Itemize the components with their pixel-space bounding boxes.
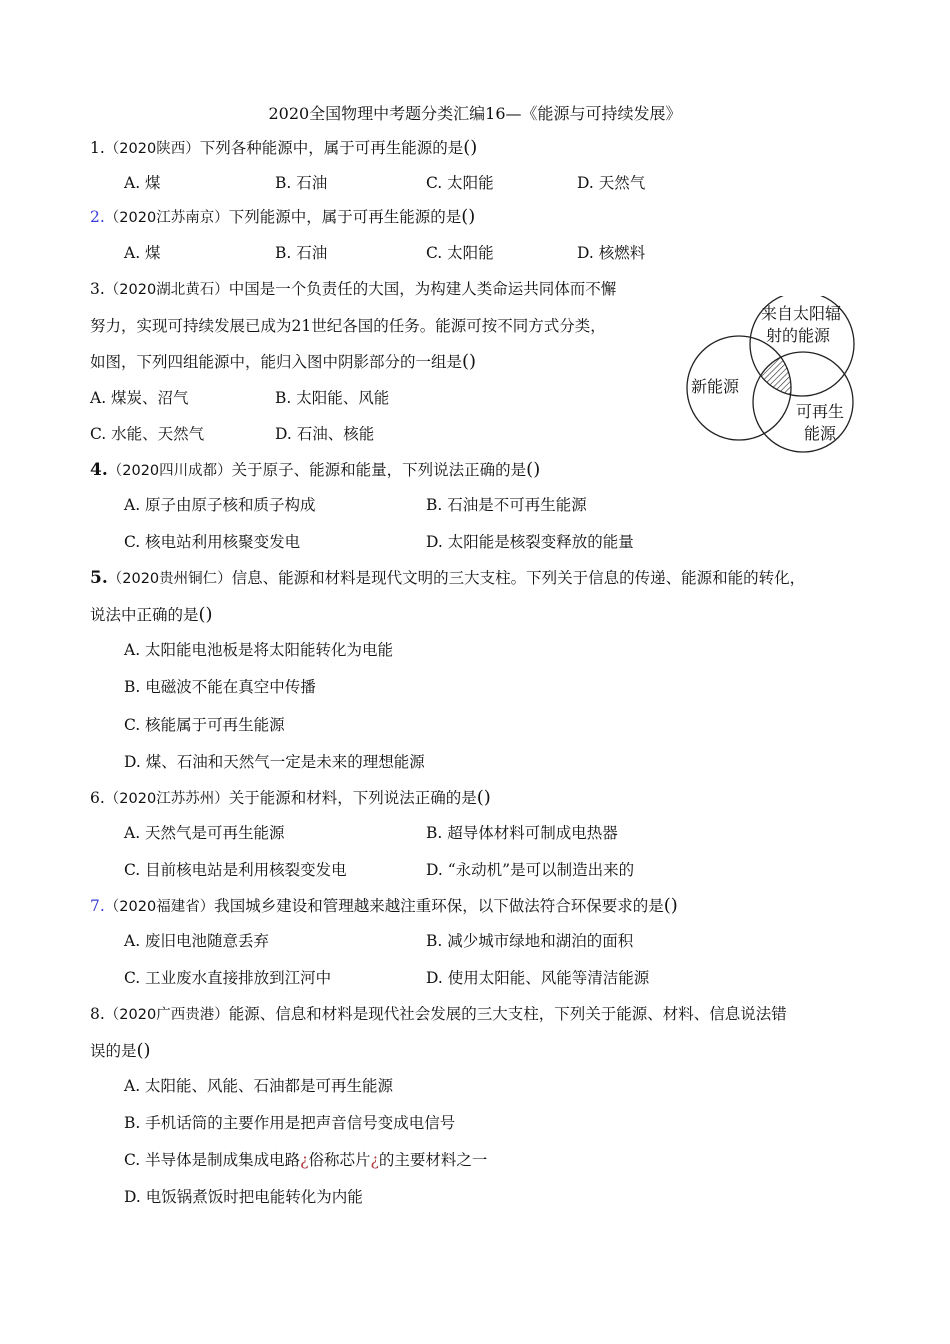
option-c: C. 目前核电站是利用核裂变发电 [124, 861, 347, 879]
option-c: C. 太阳能 [426, 244, 494, 262]
question-stem-line-1: 能源、信息和材料是现代社会发展的三大支柱，下列关于能源、材料、信息说法错 [228, 1005, 787, 1023]
question-source: （2020福建省） [104, 899, 215, 915]
question-8 [90, 1003, 787, 1026]
option-a: A. 原子由原子核和质子构成 [124, 496, 316, 514]
option-c: C. 核电站利用核聚变发电 [124, 533, 301, 551]
question-number: 6. [90, 789, 105, 807]
question-3 [90, 278, 616, 301]
question-source: （2020江苏南京） [104, 210, 229, 226]
option-c [124, 1149, 487, 1171]
option-a: A. 煤炭、沼气 [90, 389, 189, 407]
question-stem-line-2: 说法中正确的是 [90, 606, 199, 624]
option-a: A. 太阳能、风能、石油都是可再生能源 [124, 1077, 394, 1095]
question-3-line-3 [90, 351, 476, 373]
question-5-line-2 [90, 604, 213, 626]
option-d: D. “永动机”是可以制造出来的 [426, 861, 635, 879]
option-d: D. 使用太阳能、风能等清洁能源 [426, 969, 650, 987]
option-a: A. 太阳能电池板是将太阳能转化为电能 [124, 641, 394, 659]
option-a: A. 天然气是可再生能源 [124, 824, 285, 842]
question-stem: 关于能源和材料，下列说法正确的是 [228, 789, 477, 807]
answer-paren: () [476, 787, 491, 808]
option-a: A. 煤 [124, 174, 161, 192]
option-b: B. 减少城市绿地和湖泊的面积 [426, 932, 634, 950]
question-4 [90, 459, 540, 482]
label-renewable-line-1: 可再生 [796, 402, 845, 421]
answer-paren: () [526, 459, 541, 480]
option-a: A. 废旧电池随意丢弃 [124, 932, 270, 950]
question-1 [90, 137, 477, 160]
question-source: （2020陕西） [104, 141, 200, 157]
option-d: D. 电饭锅煮饭时把电能转化为内能 [124, 1188, 363, 1206]
question-7 [90, 895, 678, 918]
label-new-energy: 新能源 [691, 377, 740, 396]
option-d: D. 天然气 [577, 174, 646, 192]
question-number: 2. [90, 208, 105, 226]
question-stem-line-1: 信息、能源和材料是现代文明的三大支柱。下列关于信息的传递、能源和能的转化， [231, 569, 806, 587]
question-stem-line-1: 中国是一个负责任的大国，为构建人类命运共同体而不懈 [228, 280, 617, 298]
answer-paren: () [462, 351, 477, 372]
question-number: 5. [90, 568, 108, 588]
question-stem: 下列能源中，属于可再生能源的是 [228, 208, 462, 226]
question-stem-line-2: 误的是 [90, 1042, 137, 1060]
question-8-line-2 [90, 1040, 151, 1062]
answer-paren: () [198, 604, 213, 625]
encoding-mark: ¿ [370, 1151, 379, 1169]
option-c: C. 核能属于可再生能源 [124, 716, 285, 734]
answer-paren: () [463, 137, 478, 158]
question-number: 7. [90, 897, 105, 915]
option-b: B. 手机话筒的主要作用是把声音信号变成电信号 [124, 1114, 456, 1132]
encoding-mark: ¿ [300, 1151, 309, 1169]
label-renewable-line-2: 能源 [804, 424, 837, 443]
option-b: B. 超导体材料可制成电热器 [426, 824, 618, 842]
question-source: （2020江苏苏州） [104, 791, 229, 807]
question-stem-line-3: 如图，下列四组能源中，能归入图中阴影部分的一组是 [90, 353, 463, 371]
question-number: 1. [90, 139, 105, 157]
option-d: D. 太阳能是核裂变释放的能量 [426, 533, 634, 551]
question-6 [90, 787, 491, 810]
option-b: B. 电磁波不能在真空中传播 [124, 678, 316, 696]
page-title: 2020全国物理中考题分类汇编16—《能源与可持续发展》 [268, 104, 682, 123]
question-stem-line-2: 努力，实现可持续发展已成为21世纪各国的任务。能源可按不同方式分类， [90, 317, 606, 335]
answer-paren: () [663, 895, 678, 916]
answer-paren: () [136, 1040, 151, 1061]
question-source: （2020湖北黄石） [104, 282, 229, 298]
question-source: （2020贵州铜仁） [107, 571, 232, 587]
label-solar-line-2: 射的能源 [766, 326, 831, 345]
question-source: （2020广西贵港） [104, 1007, 229, 1023]
option-d: D. 核燃料 [577, 244, 646, 262]
option-c-tail: 的主要材料之一 [378, 1151, 488, 1169]
question-stem: 我国城乡建设和管理越来越注重环保，以下做法符合环保要求的是 [214, 897, 664, 915]
answer-paren: () [461, 206, 476, 227]
option-c-middle: 俗称芯片 [308, 1151, 371, 1169]
question-2 [90, 206, 475, 229]
question-5 [90, 567, 805, 590]
option-c: C. 太阳能 [426, 174, 494, 192]
question-source: （2020四川成都） [107, 463, 232, 479]
option-c-text: C. 半导体是制成集成电路 [124, 1151, 301, 1169]
option-b: B. 太阳能、风能 [275, 389, 390, 407]
question-number: 3. [90, 280, 105, 298]
question-stem: 关于原子、能源和能量，下列说法正确的是 [231, 461, 527, 479]
question-stem: 下列各种能源中，属于可再生能源的是 [199, 139, 464, 157]
option-a: A. 煤 [124, 244, 161, 262]
option-d: D. 石油、核能 [275, 425, 375, 443]
option-d: D. 煤、石油和天然气一定是未来的理想能源 [124, 753, 425, 771]
question-number: 8. [90, 1005, 105, 1023]
question-number: 4. [90, 460, 108, 480]
option-c: C. 水能、天然气 [90, 425, 205, 443]
option-b: B. 石油 [275, 244, 328, 262]
option-b: B. 石油是不可再生能源 [426, 496, 587, 514]
option-c: C. 工业废水直接排放到江河中 [124, 969, 332, 987]
energy-venn-diagram [683, 296, 861, 454]
option-b: B. 石油 [275, 174, 328, 192]
label-solar-line-1: 来自太阳辐 [761, 304, 842, 323]
